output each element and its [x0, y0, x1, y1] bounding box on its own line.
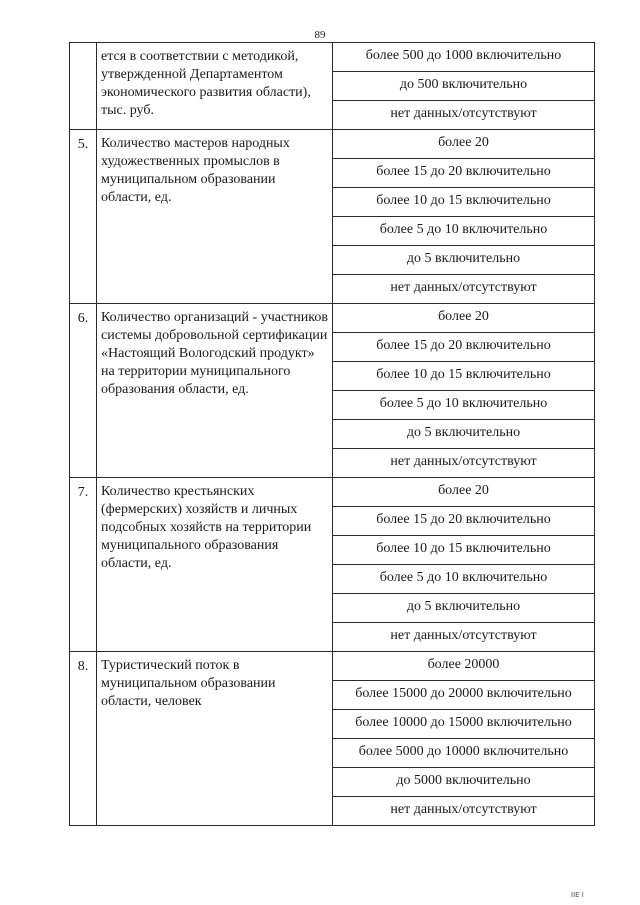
criterion-option: более 20000 [333, 652, 595, 681]
criterion-option: более 10 до 15 включительно [333, 536, 595, 565]
criterion-description: Количество организаций - участников системы добровольной сертификации «Настоящий Вологодский продукт» на территории муниципального образования области, ед. [97, 304, 333, 478]
criterion-option: нет данных/отсутствуют [333, 623, 595, 652]
criterion-option: нет данных/отсутствуют [333, 101, 595, 130]
criterion-option: до 500 включительно [333, 72, 595, 101]
criterion-option: нет данных/отсутствуют [333, 449, 595, 478]
criterion-option: до 5 включительно [333, 420, 595, 449]
criterion-option: более 15000 до 20000 включительно [333, 681, 595, 710]
table-row [70, 478, 595, 507]
page-number: 89 [314, 29, 326, 41]
criterion-option: более 15 до 20 включительно [333, 507, 595, 536]
criteria-table [69, 42, 595, 826]
criterion-option: нет данных/отсутствуют [333, 797, 595, 826]
criterion-option: более 5 до 10 включительно [333, 217, 595, 246]
footer-mark: ІІЕ І [571, 891, 584, 899]
criterion-option: более 20 [333, 478, 595, 507]
criterion-option: более 5 до 10 включительно [333, 565, 595, 594]
criterion-description: Количество мастеров народных художественных промыслов в муниципальном образовании области, ед. [97, 130, 333, 304]
criterion-number: 7. [70, 478, 97, 652]
criterion-option: более 10 до 15 включительно [333, 362, 595, 391]
criterion-option: более 5000 до 10000 включительно [333, 739, 595, 768]
table-row [70, 43, 595, 72]
criterion-option: более 15 до 20 включительно [333, 333, 595, 362]
criterion-number: 6. [70, 304, 97, 478]
criterion-option: более 15 до 20 включительно [333, 159, 595, 188]
criterion-option: более 500 до 1000 включительно [333, 43, 595, 72]
criterion-number [70, 43, 97, 130]
criterion-option: более 10 до 15 включительно [333, 188, 595, 217]
criterion-number: 8. [70, 652, 97, 826]
criterion-description: Количество крестьянских (фермерских) хозяйств и личных подсобных хозяйств на территории муниципального образования области, ед. [97, 478, 333, 652]
table-row [70, 304, 595, 333]
criterion-option: до 5000 включительно [333, 768, 595, 797]
table-row [70, 130, 595, 159]
criterion-option: более 5 до 10 включительно [333, 391, 595, 420]
table-row [70, 652, 595, 681]
criterion-number: 5. [70, 130, 97, 304]
criterion-option: до 5 включительно [333, 594, 595, 623]
criterion-option: более 20 [333, 304, 595, 333]
criterion-option: до 5 включительно [333, 246, 595, 275]
criteria-table-body [70, 43, 595, 826]
criterion-description: Туристический поток в муниципальном образовании области, человек [97, 652, 333, 826]
criterion-option: нет данных/отсутствуют [333, 275, 595, 304]
criterion-option: более 10000 до 15000 включительно [333, 710, 595, 739]
criterion-description: ется в соответствии с методикой, утвержденной Департаментом экономического развития области), тыс. руб. [97, 43, 333, 130]
criterion-option: более 20 [333, 130, 595, 159]
